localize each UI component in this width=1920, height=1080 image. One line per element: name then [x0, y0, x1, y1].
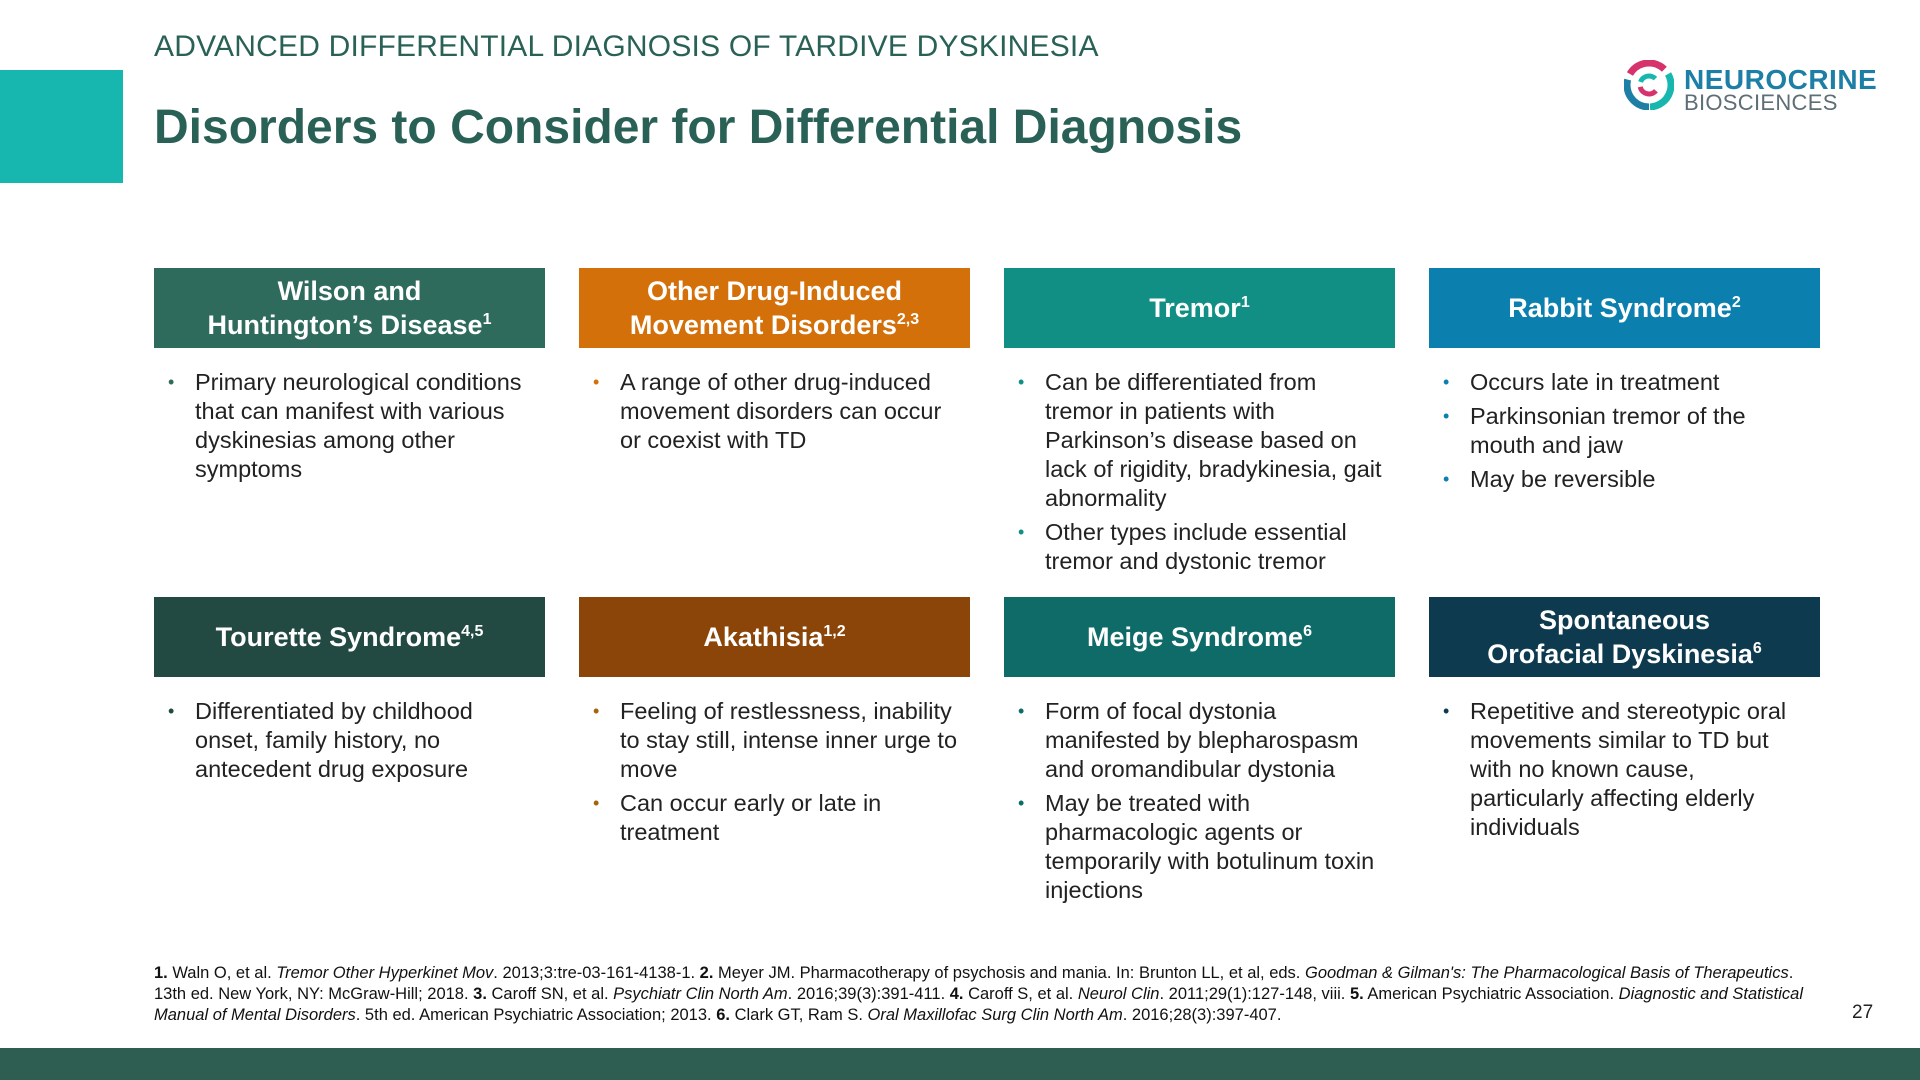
card-title-reference: 1 [1240, 294, 1250, 311]
card-bullet-list [1004, 368, 1395, 576]
card-bullet: • Other types include essential tremor and dystonic tremor [1018, 518, 1385, 576]
card-bullet: • Parkinsonian tremor of the mouth and jaw [1443, 402, 1810, 460]
card-bullet-list [1429, 697, 1820, 842]
footnote-number: 5. [1349, 985, 1364, 1003]
page-title: Disorders to Consider for Differential Diagnosis [154, 101, 1243, 154]
footnote-citation: . 2016;28(3):397-407. [1122, 1006, 1282, 1024]
card-title-reference: 2 [1731, 294, 1741, 311]
page-number: 27 [1852, 1002, 1874, 1023]
card-title-reference: 4,5 [461, 623, 484, 640]
card-bullet: • Repetitive and stereotypic oral movements similar to TD but with no known cause, particularly affecting elderly individuals [1443, 697, 1810, 842]
bottom-bar [0, 1048, 1920, 1080]
disorder-card [1429, 268, 1820, 499]
swirl-logo-icon [1624, 60, 1674, 110]
card-header [579, 268, 970, 348]
logo-subtitle: BIOSCIENCES [1684, 90, 1838, 115]
footnote-number: 6. [716, 1006, 730, 1024]
footnote-number: 3. [473, 985, 487, 1003]
card-bullet: • Can be differentiated from tremor in patients with Parkinson’s disease based on lack of rigidity, bradykinesia, gait abnormality [1018, 368, 1385, 513]
card-title-line: Tourette Syndrome [215, 622, 462, 652]
card-title-reference: 2,3 [896, 311, 920, 328]
card-title-reference: 6 [1752, 640, 1762, 657]
card-header [154, 597, 545, 677]
accent-block [0, 70, 123, 183]
footnote-text: Clark GT, Ram S. [729, 1006, 868, 1024]
card-bullet: • Form of focal dystonia manifested by blepharospasm and oromandibular dystonia [1018, 697, 1385, 784]
disorder-card [1004, 268, 1395, 581]
card-bullet: • A range of other drug-induced movement disorders can occur or coexist with TD [593, 368, 960, 455]
footnote-text: American Psychiatric Association. [1363, 985, 1619, 1003]
card-header [154, 268, 545, 348]
card-header [1004, 597, 1395, 677]
card-bullet-list [579, 368, 970, 455]
card-bullet: • May be treated with pharmacologic agents or temporarily with botulinum toxin injections [1018, 789, 1385, 905]
footnote-source: Neurol Clin [1077, 985, 1160, 1003]
disorder-card [579, 597, 970, 852]
card-bullet-list [1429, 368, 1820, 494]
footnote-source: Oral Maxillofac Surg Clin North Am [867, 1006, 1123, 1024]
footnotes [154, 963, 1814, 1026]
card-title-reference: 6 [1303, 623, 1312, 640]
card-title-line: Wilson and [277, 276, 422, 306]
card-header [1004, 268, 1395, 348]
card-title-line: Huntington’s Disease [207, 310, 483, 340]
card-bullet: • Feeling of restlessness, inability to stay still, intense inner urge to move [593, 697, 960, 784]
card-bullet-list [154, 697, 545, 784]
card-bullet-list [154, 368, 545, 484]
card-title-reference: 1,2 [823, 623, 846, 640]
card-bullet: • Differentiated by childhood onset, family history, no antecedent drug exposure [168, 697, 535, 784]
card-header [1429, 597, 1820, 677]
neurocrine-logo [1624, 60, 1894, 116]
footnote-source: Tremor Other Hyperkinet Mov [276, 964, 494, 982]
footnote-text: Caroff SN, et al. [486, 985, 614, 1003]
card-title-line: Movement Disorders [629, 310, 897, 340]
footnote-citation: . 2016;39(3):391-411. [787, 985, 950, 1003]
card-title-reference: 1 [482, 311, 492, 328]
footnote-source: Psychiatr Clin North Am [613, 985, 788, 1003]
card-title-line: Rabbit Syndrome [1508, 293, 1732, 323]
card-bullet: • May be reversible [1443, 465, 1810, 494]
card-title-line: Meige Syndrome [1087, 622, 1304, 652]
card-header [579, 597, 970, 677]
card-bullet-list [579, 697, 970, 847]
card-header [1429, 268, 1820, 348]
footnote-text: Waln O, et al. [167, 964, 277, 982]
disorder-card [579, 268, 970, 460]
section-eyebrow: ADVANCED DIFFERENTIAL DIAGNOSIS OF TARDIVE DYSKINESIA [154, 30, 1099, 63]
footnote-number: 1. [154, 964, 168, 982]
logo-name: NEUROCRINE [1684, 64, 1878, 95]
footnote-number: 2. [699, 964, 714, 982]
card-bullet: • Can occur early or late in treatment [593, 789, 960, 847]
disorder-card [154, 597, 545, 789]
card-title-line: Other Drug-Induced [646, 276, 902, 306]
footnote-citation: . 2011;29(1):127-148, viii. [1159, 985, 1350, 1003]
footnote-source: Diagnostic and Statistical Manual of Mental Disorders [154, 985, 1804, 1024]
footnote-number: 4. [949, 985, 964, 1003]
footnote-citation: . 5th ed. American Psychiatric Association; 2013. [355, 1006, 717, 1024]
footnote-text: Caroff S, et al. [963, 985, 1078, 1003]
card-title-line: Tremor [1149, 293, 1241, 323]
card-bullet: • Occurs late in treatment [1443, 368, 1810, 397]
footnote-citation: . 2013;3:tre-03-161-4138-1. [493, 964, 700, 982]
footnote-citation: . 13th ed. New York, NY: McGraw-Hill; 2018. [154, 964, 1794, 1003]
disorder-card [1429, 597, 1820, 847]
disorder-card [154, 268, 545, 489]
footnote-text: Meyer JM. Pharmacotherapy of psychosis and mania. In: Brunton LL, et al, eds. [713, 964, 1305, 982]
card-bullet: • Primary neurological conditions that can manifest with various dyskinesias among other symptoms [168, 368, 535, 484]
disorder-card [1004, 597, 1395, 910]
card-bullet-list [1004, 697, 1395, 905]
footnote-source: Goodman & Gilman's: The Pharmacological Basis of Therapeutics [1304, 964, 1789, 982]
card-title-line: Orofacial Dyskinesia [1487, 639, 1753, 669]
card-title-line: Spontaneous [1538, 605, 1710, 635]
card-title-line: Akathisia [703, 622, 824, 652]
